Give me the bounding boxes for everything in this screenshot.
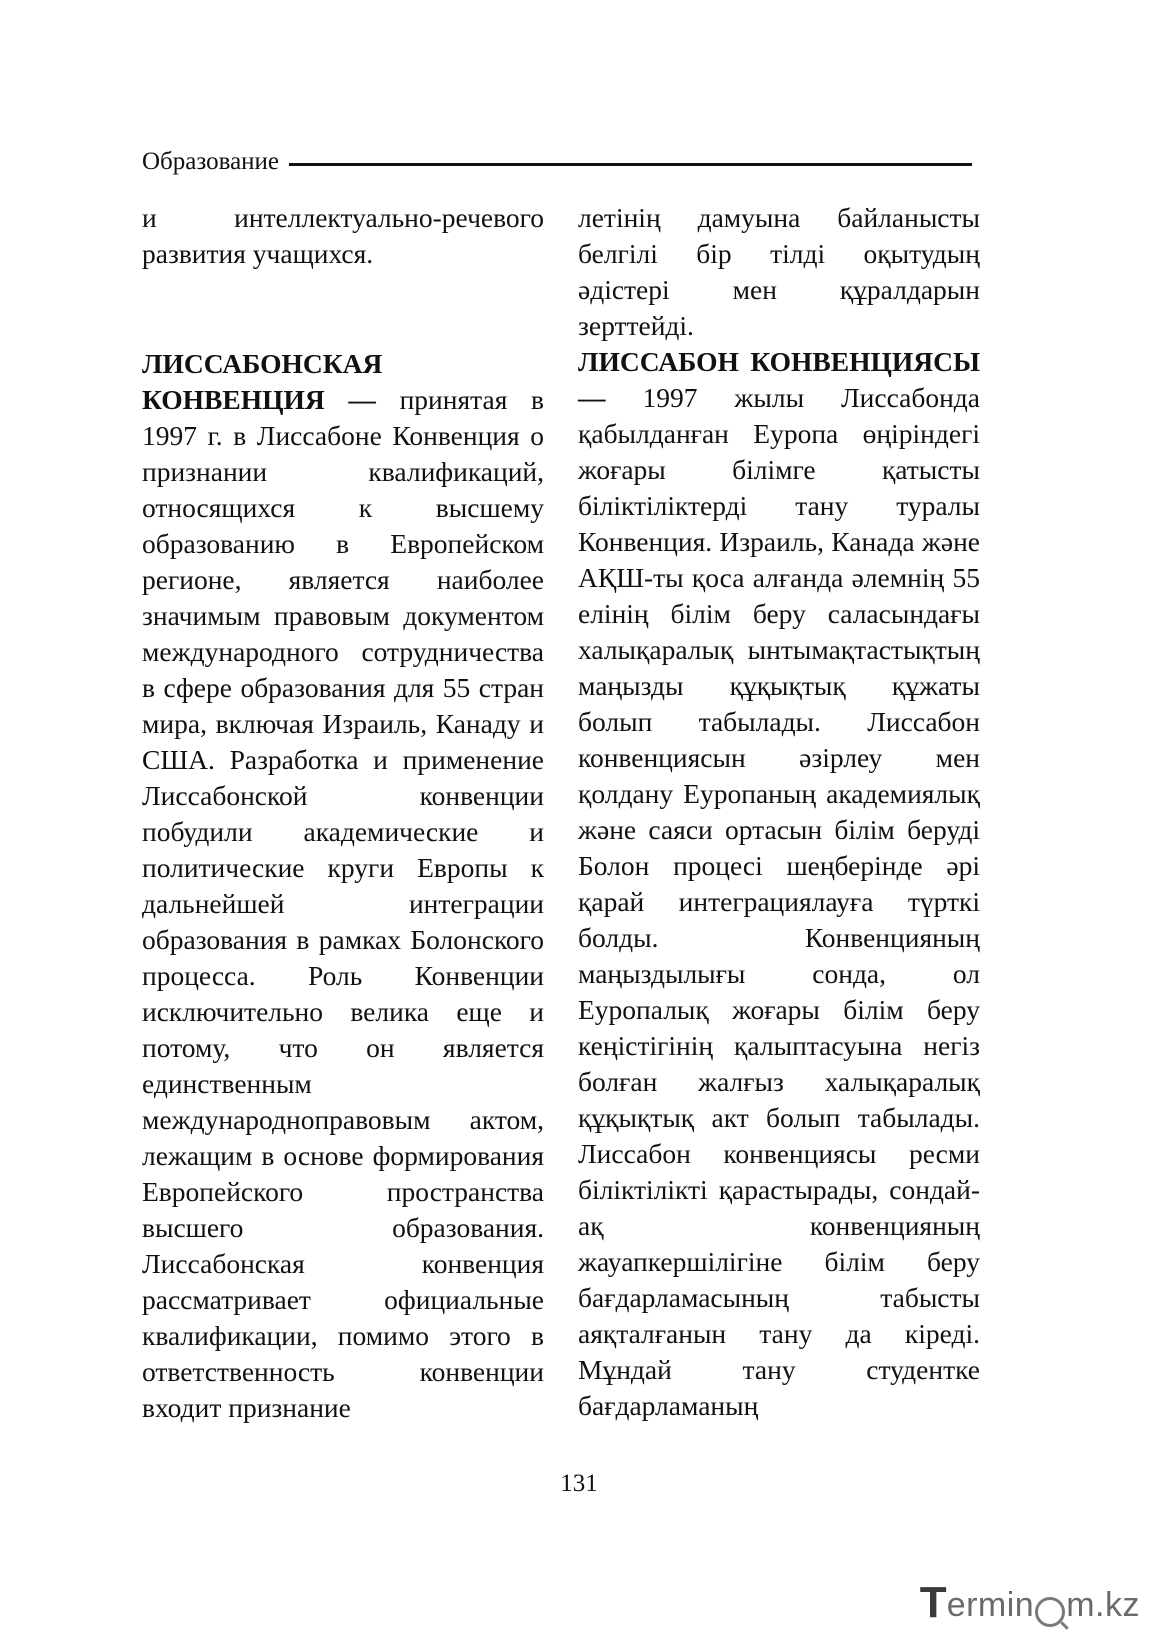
entry-definition: принятая в 1997 г. в Лиссабоне Конвенция о признании квалификаций, относящихся к высшему образованию в Европейском регионе, является наиболее значимым правовым документом международного сотрудничества в сфере образования для 55 стран мира, включая Израиль, Канаду и США. Разработка и применение Лиссабонской конвенции побудили академические и политические круги Европы к дальнейшей интеграции образования в рамках Болонского процесса. Роль Конвенции исключительно велика еще и потому, что он является единственным международноправовым актом, лежащим в основе формирования Европейского пространства высшего образования. Лиссабонская конвенция рассматривает официальные квалификации, помимо этого в ответственность конвенции входит признание (142, 384, 544, 1423)
entry-term: ЛИССАБОН КОНВЕНЦИЯСЫ (578, 346, 980, 377)
entry-term: ЛИССАБОНСКАЯ КОНВЕНЦИЯ (142, 348, 383, 415)
right-entry (578, 344, 980, 1424)
site-watermark-logo (920, 1575, 1140, 1625)
left-entry (142, 346, 544, 1426)
entry-spacer (142, 272, 544, 346)
left-column (142, 200, 544, 1426)
watermark-text-a: ermin (946, 1586, 1035, 1624)
watermark-text-b: m.kz (1066, 1586, 1140, 1624)
entry-definition: 1997 жылы Лиссабонда қабылданған Еуропа өңіріндегі жоғары білімге қатысты біліктіліктерді тану туралы Конвенция. Израиль, Канада және АҚШ-ты қоса алғанда әлемнің 55 елінің білім беру саласындағы халықаралық ынтымақтастықтың маңызды құқықтық құжаты болып табылады. Лиссабон конвенциясын әзірлеу мен қолдану Еуропаның академиялық және саяси ортасын білім беруді Болон процесі шеңберінде әрі қарай интеграциялауға түрткі болды. Конвенцияның маңыздылығы сонда, ол Еуропалық жоғары білім беру кеңістігінің қалыптасуына негіз болған жалғыз халықаралық құқықтық акт болып табылады. Лиссабон конвенциясы ресми біліктілікті қарастырады, сондай-ақ конвенцияның жауапкершілігіне білім беру бағдарламасының табысты аяқталғанын тану да кіреді. Мұндай тану студентке бағдарламаның (578, 382, 981, 1421)
page-number: 131 (560, 1470, 598, 1497)
running-header (142, 145, 972, 179)
header-rule (289, 163, 972, 166)
right-column (578, 200, 980, 1424)
entry-dash: — (324, 384, 400, 415)
entry-dash: — (578, 382, 643, 413)
left-intro-text: и интеллектуально-речевого развития учащихся. (142, 202, 544, 269)
magnifier-o-icon (1035, 1597, 1065, 1627)
section-title: Образование (142, 148, 280, 175)
right-intro-text: летінің дамуына байланысты белгілі бір тілді оқытудың әдістері мен құралдарын зерттейді. (578, 202, 980, 341)
watermark-t: T (919, 1578, 947, 1627)
